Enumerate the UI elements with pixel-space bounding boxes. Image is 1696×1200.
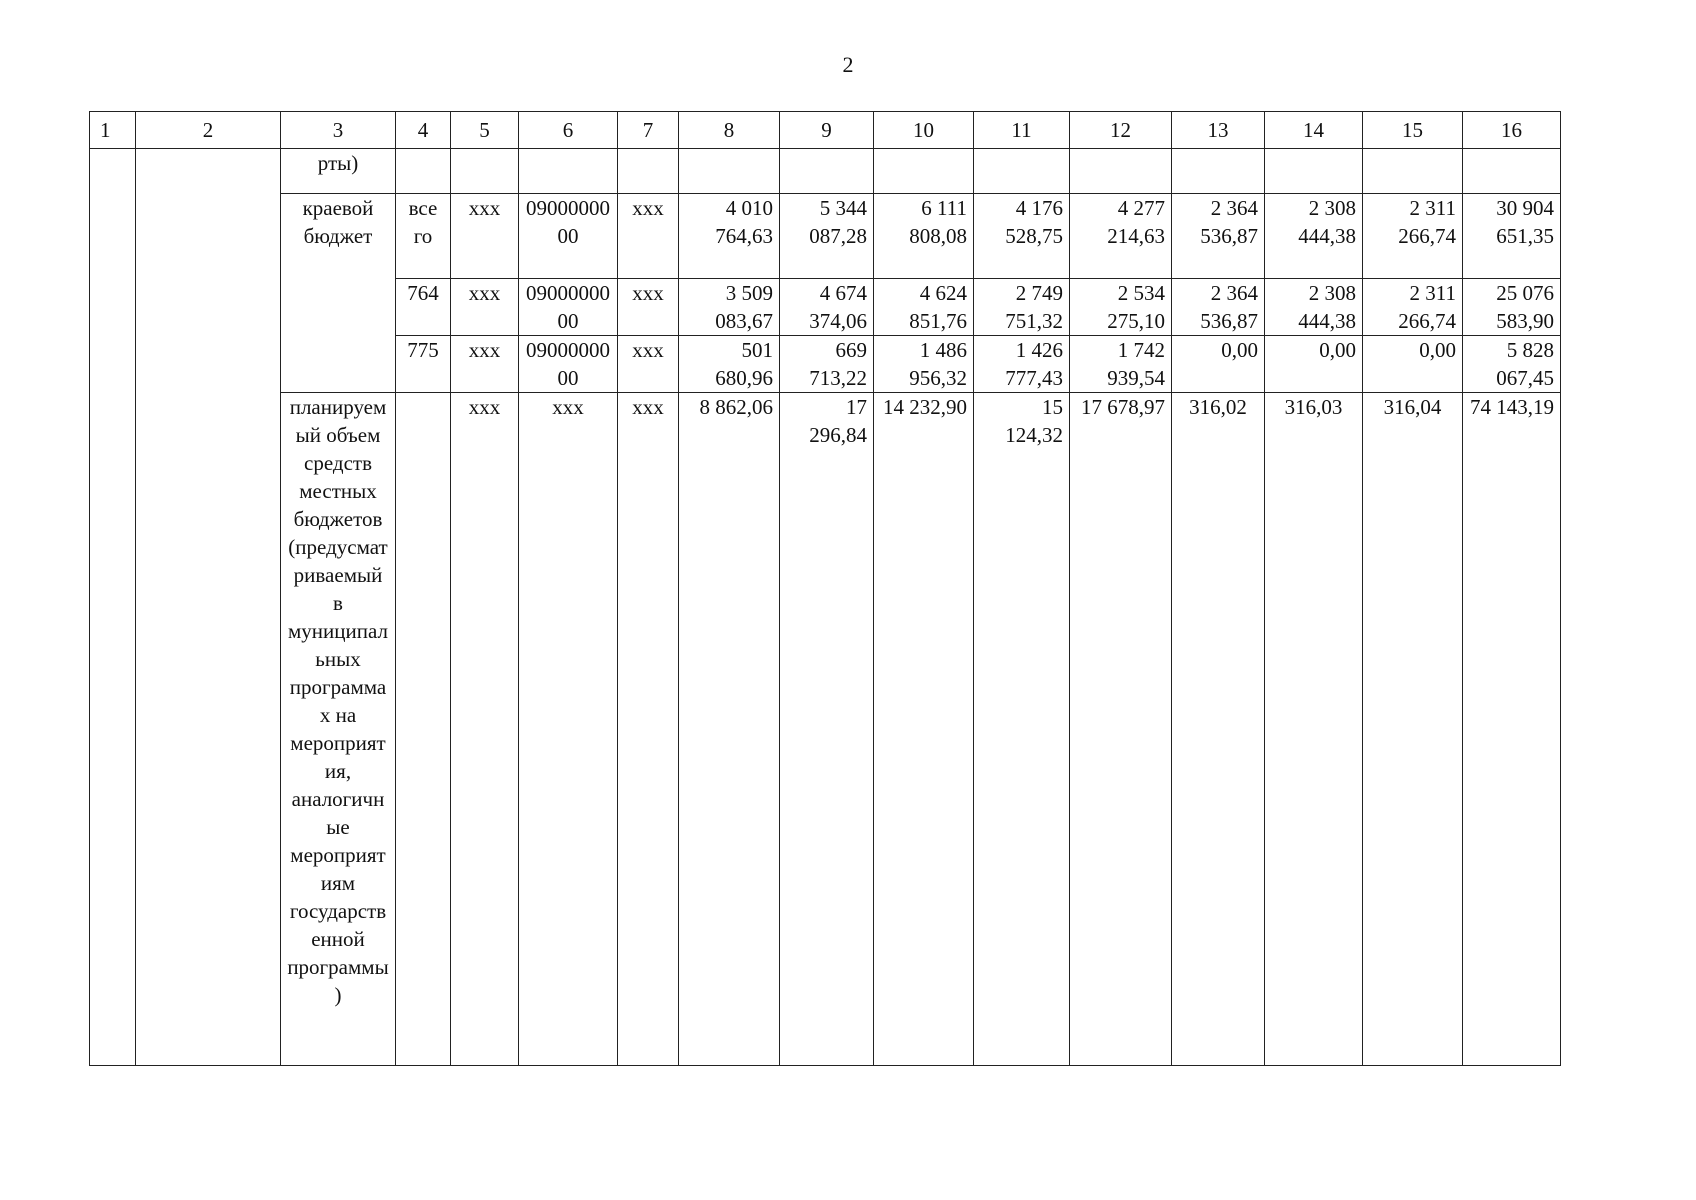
value-cell: 2 308 444,38	[1265, 194, 1363, 279]
table-row	[90, 149, 1561, 194]
code-cell: 0900000000	[519, 279, 618, 336]
column-number: 3	[281, 112, 396, 149]
value-cell: 2 364 536,87	[1172, 279, 1265, 336]
value-cell: 4 010 764,63	[679, 194, 780, 279]
table-cell	[874, 149, 974, 194]
column-number: 7	[618, 112, 679, 149]
code-cell: ххх	[451, 393, 519, 1066]
grbs-cell	[396, 393, 451, 1066]
table-cell	[679, 149, 780, 194]
table-cell	[780, 149, 874, 194]
table-cell	[1172, 149, 1265, 194]
table-cell	[90, 149, 136, 1066]
value-cell: 4 176 528,75	[974, 194, 1070, 279]
column-number: 11	[974, 112, 1070, 149]
column-number: 1	[90, 112, 136, 149]
value-cell: 3 509 083,67	[679, 279, 780, 336]
code-cell: 0900000000	[519, 194, 618, 279]
column-number: 16	[1463, 112, 1561, 149]
table-cell	[136, 149, 281, 1066]
page-number: 2	[842, 52, 854, 77]
value-cell: 4 624 851,76	[874, 279, 974, 336]
code-cell: ххх	[451, 336, 519, 393]
table-cell	[519, 149, 618, 194]
value-cell: 316,02	[1172, 393, 1265, 1066]
source-cell: рты)	[281, 149, 396, 194]
table-row	[90, 194, 1561, 279]
value-cell: 0,00	[1363, 336, 1463, 393]
total-cell: 74 143,19	[1463, 393, 1561, 1066]
table-cell	[618, 149, 679, 194]
code-cell: ххх	[519, 393, 618, 1066]
value-cell: 1 486 956,32	[874, 336, 974, 393]
table-cell	[1363, 149, 1463, 194]
source-cell: планируемый объем средств местных бюджетов (предусматриваемый в муниципальных программах на мероприятия, аналогичные мероприятиям государственной программы)	[281, 393, 396, 1066]
table-cell	[451, 149, 519, 194]
column-number: 13	[1172, 112, 1265, 149]
code-cell: ххх	[618, 279, 679, 336]
code-cell: ххх	[618, 393, 679, 1066]
table-cell	[1463, 149, 1561, 194]
value-cell: 14 232,90	[874, 393, 974, 1066]
table-cell	[1070, 149, 1172, 194]
grbs-cell: 775	[396, 336, 451, 393]
table-cell	[396, 149, 451, 194]
budget-table	[89, 111, 1561, 1066]
value-cell: 0,00	[1265, 336, 1363, 393]
value-cell: 17 296,84	[780, 393, 874, 1066]
value-cell: 17 678,97	[1070, 393, 1172, 1066]
value-cell: 2 749 751,32	[974, 279, 1070, 336]
column-number: 8	[679, 112, 780, 149]
value-cell: 316,03	[1265, 393, 1363, 1066]
grbs-cell: все го	[396, 194, 451, 279]
value-cell: 1 426 777,43	[974, 336, 1070, 393]
column-number: 14	[1265, 112, 1363, 149]
value-cell: 316,04	[1363, 393, 1463, 1066]
value-cell: 8 862,06	[679, 393, 780, 1066]
code-cell: ххх	[618, 194, 679, 279]
value-cell: 2 534 275,10	[1070, 279, 1172, 336]
value-cell: 2 311 266,74	[1363, 194, 1463, 279]
value-cell: 2 364 536,87	[1172, 194, 1265, 279]
column-number: 2	[136, 112, 281, 149]
value-cell: 4 674 374,06	[780, 279, 874, 336]
source-cell: краевой бюджет	[281, 194, 396, 393]
value-cell: 669 713,22	[780, 336, 874, 393]
value-cell: 5 344 087,28	[780, 194, 874, 279]
value-cell: 501 680,96	[679, 336, 780, 393]
value-cell: 4 277 214,63	[1070, 194, 1172, 279]
column-number: 12	[1070, 112, 1172, 149]
code-cell: ххх	[451, 194, 519, 279]
column-number: 4	[396, 112, 451, 149]
grbs-cell: 764	[396, 279, 451, 336]
value-cell: 6 111 808,08	[874, 194, 974, 279]
table-cell	[1265, 149, 1363, 194]
code-cell: ххх	[451, 279, 519, 336]
code-cell: 0900000000	[519, 336, 618, 393]
table-row	[90, 393, 1561, 1066]
total-cell: 25 076 583,90	[1463, 279, 1561, 336]
column-number: 6	[519, 112, 618, 149]
table-header-row	[90, 112, 1561, 149]
code-cell: ххх	[618, 336, 679, 393]
value-cell: 0,00	[1172, 336, 1265, 393]
total-cell: 5 828 067,45	[1463, 336, 1561, 393]
column-number: 10	[874, 112, 974, 149]
column-number: 9	[780, 112, 874, 149]
total-cell: 30 904 651,35	[1463, 194, 1561, 279]
value-cell: 1 742 939,54	[1070, 336, 1172, 393]
column-number: 15	[1363, 112, 1463, 149]
value-cell: 2 308 444,38	[1265, 279, 1363, 336]
column-number: 5	[451, 112, 519, 149]
value-cell: 15 124,32	[974, 393, 1070, 1066]
value-cell: 2 311 266,74	[1363, 279, 1463, 336]
table-cell	[974, 149, 1070, 194]
